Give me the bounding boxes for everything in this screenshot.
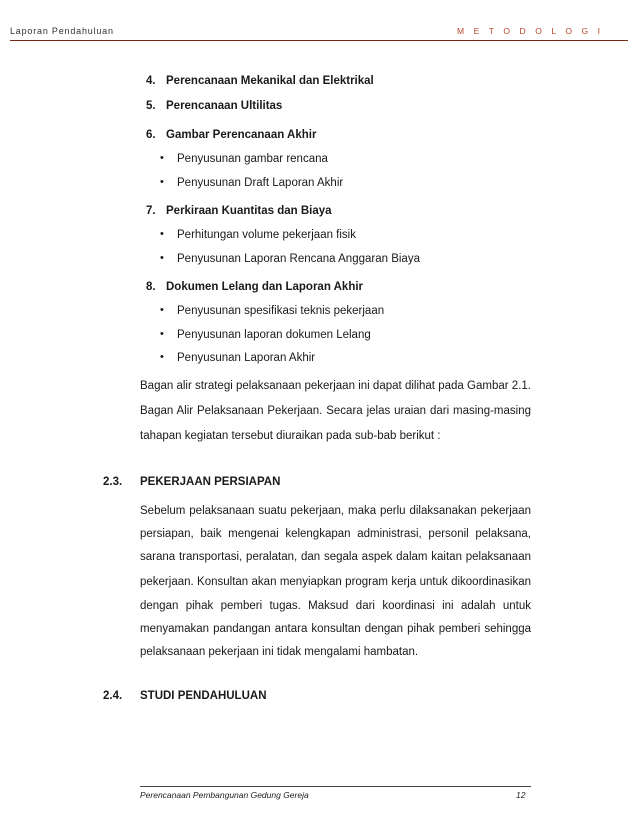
header-chapter-title: M E T O D O L O G I — [457, 26, 604, 36]
footer-page-number: 12 — [516, 790, 526, 800]
bullet-icon: • — [160, 152, 164, 164]
item-title: Gambar Perencanaan Akhir — [166, 129, 317, 141]
paragraph-line: Bagan Alir Pelaksanaan Pekerjaan. Secara jelas uraian dari masing-masing — [140, 405, 531, 417]
item-title: Perencanaan Mekanikal dan Elektrikal — [166, 75, 374, 87]
bullet-icon: • — [160, 351, 164, 363]
item-number: 4. — [146, 75, 156, 87]
paragraph-line: tahapan kegiatan tersebut diuraikan pada sub-bab berikut : — [140, 430, 441, 442]
bullet-text: Penyusunan spesifikasi teknis pekerjaan — [177, 305, 385, 317]
paragraph-line: persiapan, baik mengenai kelengkapan administrasi, personil pelaksana, — [140, 528, 531, 540]
bullet-text: Penyusunan laporan dokumen Lelang — [177, 329, 371, 341]
item-title: Dokumen Lelang dan Laporan Akhir — [166, 281, 364, 293]
paragraph-line: Bagan alir strategi pelaksanaan pekerjaan ini dapat dilihat pada Gambar 2.1. — [140, 380, 531, 392]
list-item-5 — [146, 100, 282, 112]
item-number: 7. — [146, 205, 156, 217]
header-divider — [10, 40, 628, 41]
footer-divider — [140, 786, 531, 787]
section-title: PEKERJAAN PERSIAPAN — [140, 476, 281, 488]
paragraph-line: Sebelum pelaksanaan suatu pekerjaan, maka perlu dilaksanakan pekerjaan — [140, 505, 531, 517]
item-number: 5. — [146, 100, 156, 112]
section-title: STUDI PENDAHULUAN — [140, 690, 267, 702]
bullet-text: Penyusunan gambar rencana — [177, 153, 328, 165]
bullet-icon: • — [160, 176, 164, 188]
list-item-4 — [146, 75, 374, 87]
footer-project-title: Perencanaan Pembangunan Gedung Gereja — [140, 790, 309, 800]
bullet-text: Penyusunan Laporan Akhir — [177, 352, 316, 364]
item-number: 6. — [146, 129, 156, 141]
page-header — [0, 0, 638, 42]
section-number: 2.4. — [103, 690, 123, 702]
bullet-text: Penyusunan Draft Laporan Akhir — [177, 177, 344, 189]
item-title: Perkiraan Kuantitas dan Biaya — [166, 205, 332, 217]
paragraph-line: dengan pihak pemberi tugas. Maksud dari koordinasi ini adalah untuk — [140, 600, 531, 612]
bullet-icon: • — [160, 304, 164, 316]
bullet-text: Perhitungan volume pekerjaan fisik — [177, 229, 356, 241]
item-title: Perencanaan Ultilitas — [166, 100, 283, 112]
section-number: 2.3. — [103, 476, 123, 488]
bullet-icon: • — [160, 228, 164, 240]
paragraph-line: pelaksanaan pekerjaan ini tidak mengalami hambatan. — [140, 646, 419, 658]
list-item-8 — [146, 281, 363, 293]
paragraph-line: pekerjaan. Konsultan akan menyiapkan program kerja untuk dikoordinasikan — [140, 576, 531, 588]
list-item-7 — [146, 205, 332, 217]
paragraph-line: menyamakan pandangan antara konsultan dengan pihak pemberi sehingga — [140, 623, 531, 635]
item-number: 8. — [146, 281, 156, 293]
paragraph-line: sarana transportasi, peralatan, dan segala aspek dalam kaitan pelaksanaan — [140, 551, 531, 563]
bullet-icon: • — [160, 328, 164, 340]
bullet-text: Penyusunan Laporan Rencana Anggaran Biaya — [177, 253, 420, 265]
bullet-icon: • — [160, 252, 164, 264]
list-item-6 — [146, 129, 316, 141]
header-document-title: Laporan Pendahuluan — [10, 26, 114, 36]
